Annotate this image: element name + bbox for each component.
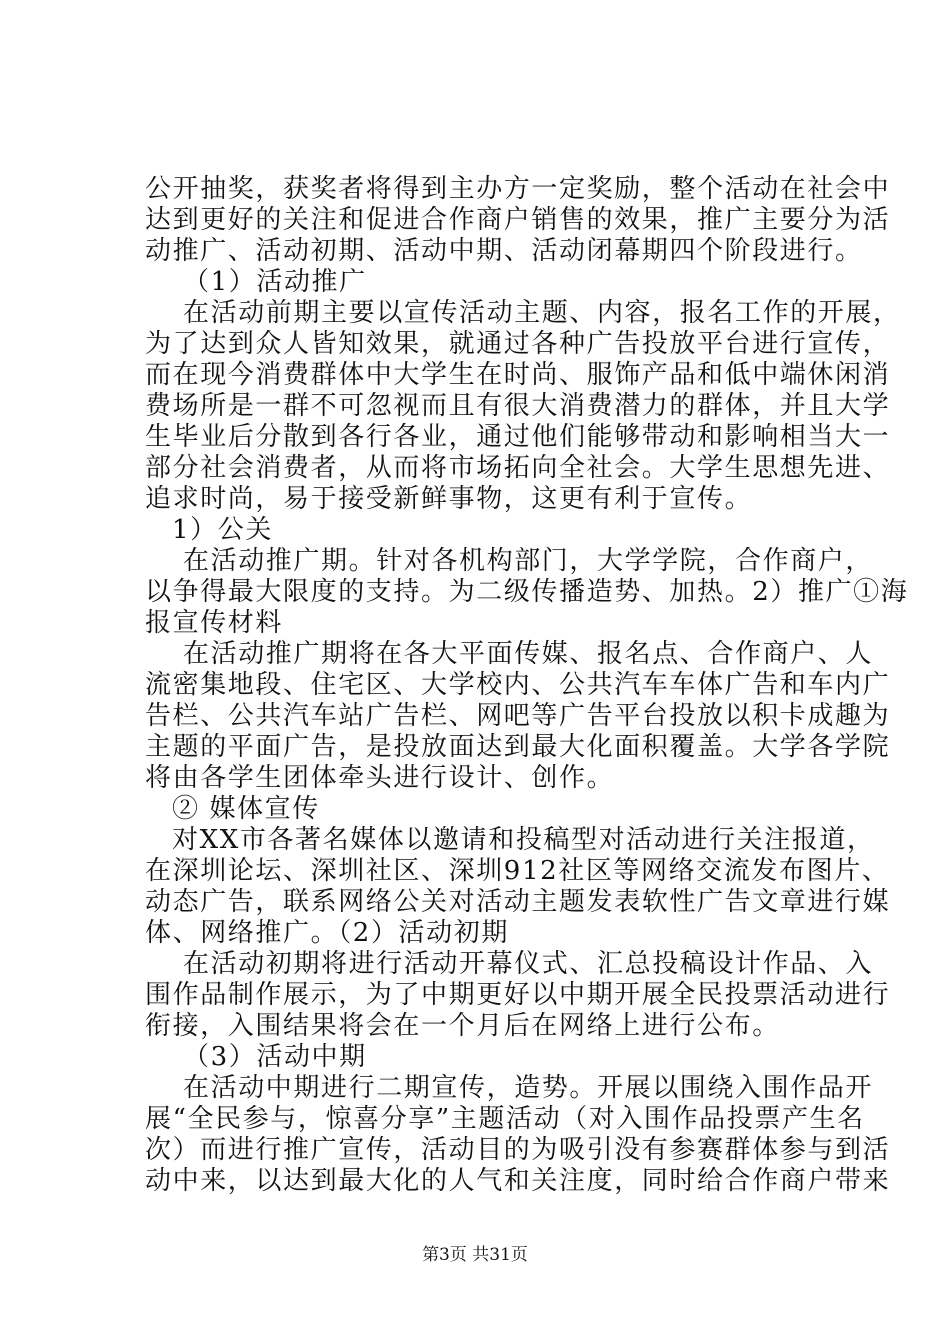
text-line: 以争得最大限度的支持。为二级传播造势、加热。2）推广①海 xyxy=(145,577,909,607)
text-line: 公开抽奖，获奖者将得到主办方一定奖励，整个活动在社会中 xyxy=(145,174,891,204)
text-line: 在活动推广期将在各大平面传媒、报名点、合作商户、人 xyxy=(183,639,874,669)
text-line: 报宣传材料 xyxy=(145,608,284,638)
body-text xyxy=(145,174,909,1197)
text-line: 告栏、公共汽车站广告栏、网吧等广告平台投放以积卡成趣为 xyxy=(145,701,891,731)
text-line: 衔接，入围结果将会在一个月后在网络上进行公布。 xyxy=(145,1011,780,1041)
text-line: 为了达到众人皆知效果，就通过各种广告投放平台进行宣传， xyxy=(145,329,891,359)
page-number-footer: 第3页 共31页 xyxy=(422,1245,528,1265)
section-heading: （3）活动中期 xyxy=(183,1042,367,1072)
text-line: 将由各学生团体牵头进行设计、创作。 xyxy=(145,763,615,793)
text-line: 在活动初期将进行活动开幕仪式、汇总投稿设计作品、入 xyxy=(183,949,874,979)
text-line: 而在现今消费群体中大学生在时尚、服饰产品和低中端休闲消 xyxy=(145,360,891,390)
text-line: 动态广告，联系网络公关对活动主题发表软性广告文章进行媒 xyxy=(145,887,891,917)
text-line: 在深圳论坛、深圳社区、深圳912社区等网络交流发布图片、 xyxy=(145,856,890,886)
text-line: 展“全民参与，惊喜分享”主题活动（对入围作品投票产生名 xyxy=(145,1104,865,1134)
text-line: 部分社会消费者，从而将市场拓向全社会。大学生思想先进、 xyxy=(145,453,891,483)
text-line: 达到更好的关注和促进合作商户销售的效果，推广主要分为活 xyxy=(145,205,891,235)
text-line: 在活动推广期。针对各机构部门，大学学院，合作商户， xyxy=(183,546,874,576)
text-line: 围作品制作展示，为了中期更好以中期开展全民投票活动进行 xyxy=(145,980,891,1010)
text-line: 次）而进行推广宣传，活动目的为吸引没有参赛群体参与到活 xyxy=(145,1135,891,1165)
subsection-heading: 1）公关 xyxy=(172,515,273,545)
text-line: 在活动中期进行二期宣传，造势。开展以围绕入围作品开 xyxy=(183,1073,874,1103)
text-line: 追求时尚，易于接受新鲜事物，这更有利于宣传。 xyxy=(145,484,753,514)
text-line: 主题的平面广告，是投放面达到最大化面积覆盖。大学各学院 xyxy=(145,732,891,762)
text-line: 动中来，以达到最大化的人气和关注度，同时给合作商户带来 xyxy=(145,1166,891,1196)
text-line: 流密集地段、住宅区、大学校内、公共汽车车体广告和车内广 xyxy=(145,670,891,700)
subsection-heading: ② 媒体宣传 xyxy=(172,794,320,824)
text-line: 费场所是一群不可忽视而且有很大消费潜力的群体，并且大学 xyxy=(145,391,891,421)
text-line: 动推广、活动初期、活动中期、活动闭幕期四个阶段进行。 xyxy=(145,236,863,266)
text-line: 生毕业后分散到各行各业，通过他们能够带动和影响相当大一 xyxy=(145,422,891,452)
text-line: 对XX市各著名媒体以邀请和投稿型对活动进行关注报道， xyxy=(172,825,875,855)
text-line: 体、网络推广。（2）活动初期 xyxy=(145,918,509,948)
text-line: 在活动前期主要以宣传活动主题、内容，报名工作的开展， xyxy=(183,298,901,328)
section-heading: （1）活动推广 xyxy=(183,267,367,297)
